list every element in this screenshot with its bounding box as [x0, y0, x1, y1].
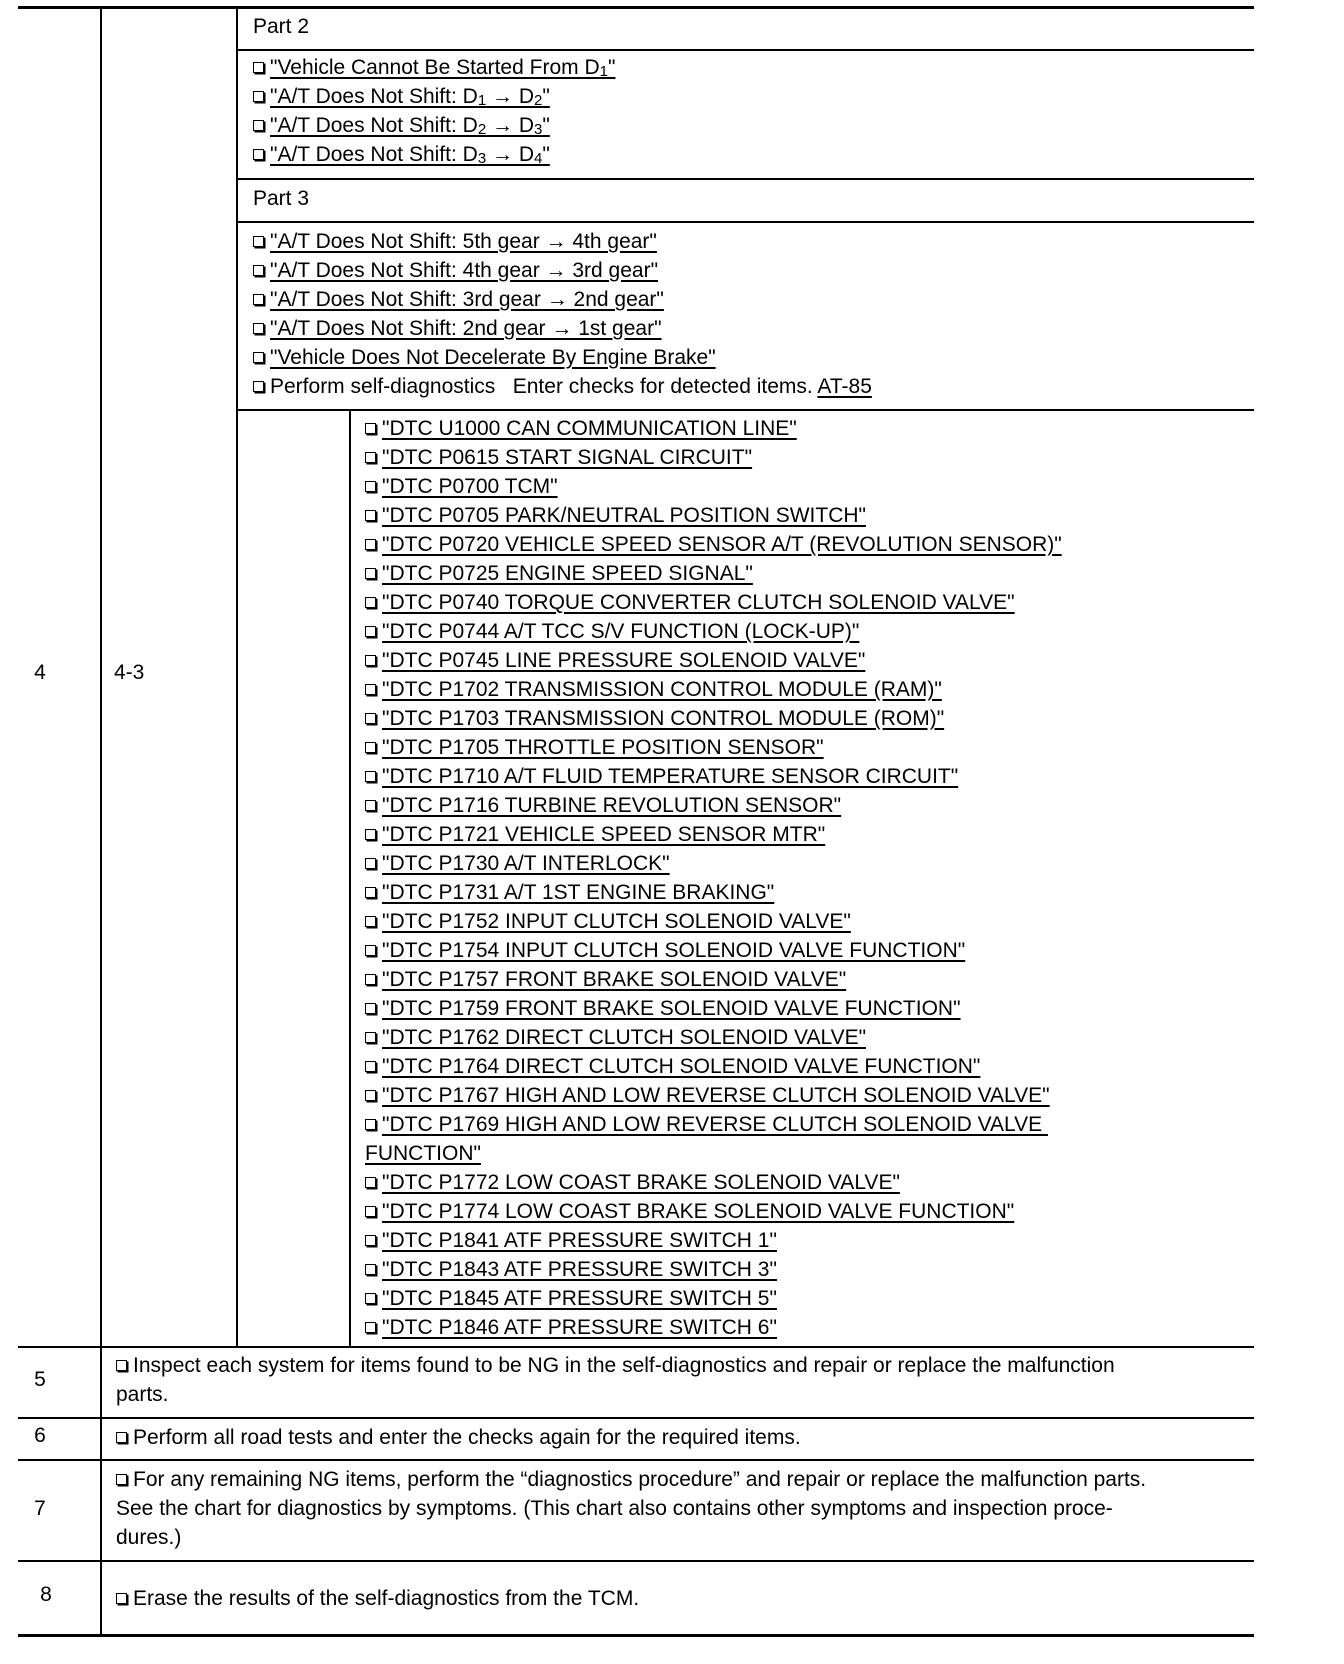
- checkbox-icon[interactable]: [365, 1119, 376, 1130]
- dtc-item[interactable]: [365, 820, 1062, 849]
- part3-item-link[interactable]: "A/T Does Not Shift: 3rd gear → 2nd gear": [270, 288, 664, 311]
- dtc-item[interactable]: [365, 559, 1062, 588]
- checkbox-icon[interactable]: [116, 1474, 127, 1485]
- dtc-item-link[interactable]: "DTC P1764 DIRECT CLUTCH SOLENOID VALVE FUNCTION": [382, 1055, 981, 1078]
- dtc-item[interactable]: [365, 733, 1062, 762]
- step-7-line: dures.): [116, 1526, 182, 1549]
- dtc-item-link[interactable]: "DTC P1703 TRANSMISSION CONTROL MODULE (ROM)": [382, 707, 945, 730]
- step-7-content: [116, 1465, 1146, 1552]
- step-6-line[interactable]: Perform all road tests and enter the checks again for the required items.: [116, 1423, 801, 1452]
- dtc-item-link[interactable]: "DTC P1721 VEHICLE SPEED SENSOR MTR": [382, 823, 826, 846]
- checkbox-icon[interactable]: [365, 945, 376, 956]
- checkbox-icon[interactable]: [365, 539, 376, 550]
- dtc-item[interactable]: [365, 1168, 1062, 1197]
- top-border: [18, 6, 1254, 9]
- dtc-item-link[interactable]: "DTC P0745 LINE PRESSURE SOLENOID VALVE": [382, 649, 866, 672]
- row-sep-4-5: [18, 1346, 1254, 1348]
- at-85-link[interactable]: AT-85: [817, 375, 872, 398]
- checkbox-icon[interactable]: [365, 887, 376, 898]
- dtc-item-link[interactable]: "DTC P1731 A/T 1ST ENGINE BRAKING": [382, 881, 775, 904]
- row-sep-6-7: [18, 1459, 1254, 1461]
- dtc-item-link[interactable]: "DTC P1846 ATF PRESSURE SWITCH 6": [382, 1316, 777, 1339]
- dtc-item[interactable]: [365, 762, 1062, 791]
- part3-item-link[interactable]: "A/T Does Not Shift: 2nd gear → 1st gear": [270, 317, 662, 340]
- part2-title: Part 2: [253, 15, 310, 38]
- step-6-content: [116, 1423, 801, 1452]
- dtc-item[interactable]: [365, 1023, 1062, 1052]
- step-8-content: [116, 1584, 639, 1613]
- dtc-item[interactable]: [365, 472, 1062, 501]
- row-sep-7-8: [18, 1560, 1254, 1562]
- step-5-number: 5: [34, 1368, 46, 1391]
- dtc-item-link[interactable]: "DTC P1754 INPUT CLUTCH SOLENOID VALVE FUNCTION": [382, 939, 966, 962]
- checkbox-icon[interactable]: [365, 1090, 376, 1101]
- checkbox-icon[interactable]: [116, 1360, 127, 1371]
- col-divider-1: [100, 8, 102, 1635]
- part2-item[interactable]: [253, 111, 615, 140]
- dtc-item[interactable]: [365, 617, 1062, 646]
- checkbox-icon[interactable]: [365, 800, 376, 811]
- dtc-item-link[interactable]: "DTC P1841 ATF PRESSURE SWITCH 1": [382, 1229, 777, 1252]
- checkbox-icon[interactable]: [253, 236, 264, 247]
- dtc-item-link[interactable]: "DTC P1843 ATF PRESSURE SWITCH 3": [382, 1258, 777, 1281]
- step-5-content: [116, 1351, 1115, 1409]
- part3-item[interactable]: [253, 314, 872, 343]
- dtc-item[interactable]: [365, 1052, 1062, 1081]
- step-8-number: 8: [40, 1583, 52, 1606]
- step-6-number: 6: [34, 1424, 46, 1447]
- dtc-item[interactable]: [365, 675, 1062, 704]
- dtc-item[interactable]: [365, 1226, 1062, 1255]
- checkbox-icon[interactable]: [365, 974, 376, 985]
- step-8-line[interactable]: Erase the results of the self-diagnostics from the TCM.: [116, 1584, 639, 1613]
- dtc-item[interactable]: [365, 501, 1062, 530]
- dtc-item[interactable]: [365, 1081, 1062, 1110]
- checkbox-icon[interactable]: [365, 858, 376, 869]
- checkbox-icon[interactable]: [365, 713, 376, 724]
- checkbox-icon[interactable]: [253, 381, 264, 392]
- dtc-item-link[interactable]: "DTC P1769 HIGH AND LOW REVERSE CLUTCH SOLENOID VALVE: [382, 1113, 1049, 1136]
- checkbox-icon[interactable]: [365, 1293, 376, 1304]
- dtc-item[interactable]: [365, 994, 1062, 1023]
- part3-item-link[interactable]: "Vehicle Does Not Decelerate By Engine Brake": [270, 346, 716, 369]
- part2-item[interactable]: [253, 140, 615, 169]
- dtc-item-link[interactable]: "DTC P1705 THROTTLE POSITION SENSOR": [382, 736, 824, 759]
- checkbox-icon[interactable]: [365, 510, 376, 521]
- self-diagnostics-item[interactable]: [253, 372, 872, 401]
- checkbox-icon[interactable]: [365, 1235, 376, 1246]
- bottom-border: [18, 1634, 1254, 1637]
- dtc-item-link[interactable]: "DTC P0705 PARK/NEUTRAL POSITION SWITCH": [382, 504, 866, 527]
- step-5-line[interactable]: Inspect each system for items found to be NG in the self-diagnostics and repair or replace the malfunction: [116, 1351, 1115, 1380]
- sep-part2-title: [236, 49, 1254, 51]
- dtc-item[interactable]: [365, 965, 1062, 994]
- part3-item[interactable]: [253, 256, 872, 285]
- dtc-item-link[interactable]: "DTC P1774 LOW COAST BRAKE SOLENOID VALVE FUNCTION": [382, 1200, 1015, 1223]
- part3-item-link[interactable]: "A/T Does Not Shift: 5th gear → 4th gear": [270, 230, 657, 253]
- checkbox-icon[interactable]: [365, 597, 376, 608]
- dtc-item[interactable]: [365, 704, 1062, 733]
- dtc-item-link-cont[interactable]: FUNCTION": [365, 1142, 481, 1165]
- dtc-item-link[interactable]: "DTC P0725 ENGINE SPEED SIGNAL": [382, 562, 753, 585]
- row-sep-5-6: [18, 1417, 1254, 1419]
- col-divider-2: [236, 8, 238, 1347]
- dtc-item-link[interactable]: "DTC P1759 FRONT BRAKE SOLENOID VALVE FUNCTION": [382, 997, 961, 1020]
- part3-item-link[interactable]: "A/T Does Not Shift: 4th gear → 3rd gear": [270, 259, 659, 282]
- part2-item-link[interactable]: "Vehicle Cannot Be Started From $D_1$": [270, 56, 616, 80]
- checkbox-icon[interactable]: [365, 1003, 376, 1014]
- dtc-item-link[interactable]: "DTC P1772 LOW COAST BRAKE SOLENOID VALVE": [382, 1171, 900, 1194]
- dtc-item[interactable]: [365, 791, 1062, 820]
- dtc-item[interactable]: [365, 936, 1062, 965]
- sep-part3-items: [236, 409, 1254, 411]
- dtc-item[interactable]: [365, 443, 1062, 472]
- step-5-line: parts.: [116, 1383, 169, 1406]
- dtc-item-link[interactable]: "DTC P0740 TORQUE CONVERTER CLUTCH SOLENOID VALVE": [382, 591, 1015, 614]
- step-7-line[interactable]: For any remaining NG items, perform the “diagnostics procedure” and repair or replace the malfunction parts.: [116, 1465, 1146, 1494]
- step-7-line: See the chart for diagnostics by symptoms. (This chart also contains other symptoms and inspection proce-: [116, 1497, 1113, 1520]
- dtc-item-link[interactable]: "DTC P0700 TCM": [382, 475, 558, 498]
- dtc-item[interactable]: [365, 1284, 1062, 1313]
- dtc-item-link[interactable]: "DTC P1752 INPUT CLUTCH SOLENOID VALVE": [382, 910, 851, 933]
- checkbox-icon[interactable]: [365, 829, 376, 840]
- dtc-item[interactable]: [365, 530, 1062, 559]
- checkbox-icon[interactable]: [365, 1061, 376, 1072]
- checkbox-icon[interactable]: [116, 1432, 127, 1443]
- checkbox-icon[interactable]: [365, 771, 376, 782]
- dtc-item-wrapped[interactable]: [365, 1110, 1062, 1139]
- dtc-item[interactable]: [365, 1255, 1062, 1284]
- part2-item-link[interactable]: "A/T Does Not Shift: $D_2 \to D_3$": [270, 114, 550, 138]
- dtc-item-link[interactable]: "DTC P1762 DIRECT CLUTCH SOLENOID VALVE": [382, 1026, 867, 1049]
- checkbox-icon[interactable]: [365, 916, 376, 927]
- part3-item[interactable]: [253, 285, 872, 314]
- part2-item[interactable]: [253, 53, 615, 82]
- dtc-item[interactable]: [365, 878, 1062, 907]
- dtc-item-link[interactable]: "DTC P0615 START SIGNAL CIRCUIT": [382, 446, 753, 469]
- dtc-item-link[interactable]: "DTC P0720 VEHICLE SPEED SENSOR A/T (REVOLUTION SENSOR)": [382, 533, 1062, 556]
- checkbox-icon[interactable]: [253, 62, 264, 73]
- dtc-item-link[interactable]: "DTC P1730 A/T INTERLOCK": [382, 852, 670, 875]
- dtc-item-link[interactable]: "DTC P1710 A/T FLUID TEMPERATURE SENSOR CIRCUIT": [382, 765, 959, 788]
- checkbox-icon[interactable]: [365, 684, 376, 695]
- dtc-item-link[interactable]: "DTC P1767 HIGH AND LOW REVERSE CLUTCH SOLENOID VALVE": [382, 1084, 1050, 1107]
- checkbox-icon[interactable]: [365, 655, 376, 666]
- checkbox-icon[interactable]: [253, 91, 264, 102]
- checkbox-icon[interactable]: [253, 265, 264, 276]
- dtc-item-link[interactable]: "DTC P1757 FRONT BRAKE SOLENOID VALVE": [382, 968, 847, 991]
- dtc-item-wrapped-cont[interactable]: [365, 1139, 1062, 1168]
- part3-list: [253, 227, 872, 401]
- checkbox-icon[interactable]: [365, 1322, 376, 1333]
- checkbox-icon[interactable]: [365, 481, 376, 492]
- part2-list: [253, 53, 615, 169]
- dtc-item[interactable]: [365, 849, 1062, 878]
- dtc-item[interactable]: [365, 588, 1062, 617]
- part3-item[interactable]: [253, 227, 872, 256]
- checkbox-icon[interactable]: [253, 323, 264, 334]
- checkbox-icon[interactable]: [365, 568, 376, 579]
- checkbox-icon[interactable]: [365, 423, 376, 434]
- part3-item[interactable]: [253, 343, 872, 372]
- checkbox-icon[interactable]: [253, 149, 264, 160]
- step-4-3-label: 4-3: [114, 661, 145, 684]
- part3-title: Part 3: [253, 187, 310, 210]
- checkbox-icon[interactable]: [365, 742, 376, 753]
- dtc-item-link[interactable]: "DTC P1845 ATF PRESSURE SWITCH 5": [382, 1287, 777, 1310]
- part2-item-link[interactable]: "A/T Does Not Shift: $D_1 \to D_2$": [270, 85, 550, 109]
- part2-item[interactable]: [253, 82, 615, 111]
- sep-part3-title: [236, 221, 1254, 223]
- dtc-list: [365, 414, 1062, 1342]
- checkbox-icon[interactable]: [253, 120, 264, 131]
- sep-part2-items: [236, 178, 1254, 180]
- checkbox-icon[interactable]: [253, 294, 264, 305]
- dtc-item[interactable]: [365, 1313, 1062, 1342]
- dtc-item[interactable]: [365, 907, 1062, 936]
- part2-item-link[interactable]: "A/T Does Not Shift: $D_3 \to D_4$": [270, 143, 550, 167]
- checkbox-icon[interactable]: [116, 1593, 127, 1604]
- checkbox-icon[interactable]: [253, 352, 264, 363]
- dtc-item[interactable]: [365, 414, 1062, 443]
- dtc-item-link[interactable]: "DTC U1000 CAN COMMUNICATION LINE": [382, 417, 797, 440]
- checkbox-icon[interactable]: [365, 1177, 376, 1188]
- checkbox-icon[interactable]: [365, 1206, 376, 1217]
- checkbox-icon[interactable]: [365, 626, 376, 637]
- checkbox-icon[interactable]: [365, 1264, 376, 1275]
- dtc-item-link[interactable]: "DTC P1716 TURBINE REVOLUTION SENSOR": [382, 794, 842, 817]
- dtc-item[interactable]: [365, 1197, 1062, 1226]
- col-divider-3: [349, 410, 351, 1347]
- checkbox-icon[interactable]: [365, 452, 376, 463]
- checkbox-icon[interactable]: [365, 1032, 376, 1043]
- step-7-number: 7: [34, 1497, 46, 1520]
- self-diagnostics-text: Perform self-diagnostics Enter checks for detected items.: [270, 375, 813, 398]
- dtc-item-link[interactable]: "DTC P0744 A/T TCC S/V FUNCTION (LOCK-UP)": [382, 620, 860, 643]
- step-4-number: 4: [34, 661, 46, 684]
- dtc-item[interactable]: [365, 646, 1062, 675]
- dtc-item-link[interactable]: "DTC P1702 TRANSMISSION CONTROL MODULE (RAM)": [382, 678, 942, 701]
